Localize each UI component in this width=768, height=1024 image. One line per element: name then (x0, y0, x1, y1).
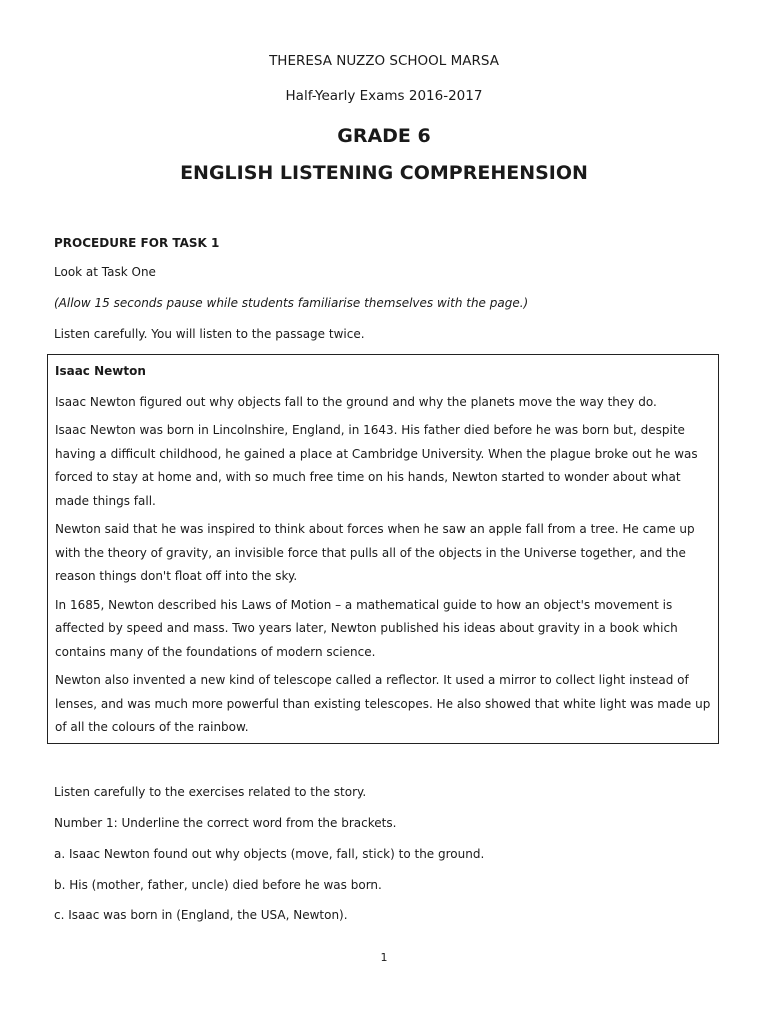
exercise-item-b: b. His (mother, father, uncle) died before he was born. (54, 878, 382, 892)
exercise-item-a: a. Isaac Newton found out why objects (move, fall, stick) to the ground. (54, 847, 485, 861)
exam-title: Half-Yearly Exams 2016-2017 (285, 88, 483, 104)
passage-paragraph: Isaac Newton was born in Lincolnshire, England, in 1643. His father died before he was born but, despite having a difficult childhood, he gained a place at Cambridge University. When the plague broke out he was forced to stay at home and, with so much free time on his hands, Newton started to wonder about what made things fall. (55, 423, 698, 508)
procedure-listen-instruction: Listen carefully. You will listen to the passage twice. (54, 327, 365, 341)
grade-heading: GRADE 6 (337, 125, 431, 147)
exercises-intro: Listen carefully to the exercises related to the story. (54, 785, 367, 799)
passage-paragraph: Newton also invented a new kind of telescope called a reflector. It used a mirror to collect light instead of lenses, and was much more powerful than existing telescopes. He also showed that white light was made up of all the colours of the rainbow. (55, 673, 711, 734)
passage-title: Isaac Newton (55, 364, 146, 378)
passage-paragraph: Isaac Newton figured out why objects fall to the ground and why the planets move the way they do. (55, 394, 657, 409)
passage-paragraph: In 1685, Newton described his Laws of Motion – a mathematical guide to how an object's movement is affected by speed and mass. Two years later, Newton published his ideas about gravity in a book which contains many of the foundations of modern science. (55, 597, 678, 659)
exercise-number-1-instruction: Number 1: Underline the correct word from the brackets. (54, 816, 397, 830)
exercise-item-c: c. Isaac was born in (England, the USA, Newton). (54, 908, 348, 922)
subject-heading: ENGLISH LISTENING COMPREHENSION (180, 162, 588, 184)
procedure-pause-note: (Allow 15 seconds pause while students familiarise themselves with the page.) (54, 296, 529, 310)
passage-box (47, 354, 719, 744)
procedure-look-instruction: Look at Task One (54, 265, 156, 279)
school-name: THERESA NUZZO SCHOOL MARSA (269, 53, 499, 69)
page-number: 1 (380, 951, 388, 964)
procedure-title: PROCEDURE FOR TASK 1 (54, 236, 220, 250)
passage-paragraph: Newton said that he was inspired to think about forces when he saw an apple fall from a tree. He came up with the theory of gravity, an invisible force that pulls all of the objects in the Universe together, and the reason things don't float off into the sky. (55, 522, 695, 583)
